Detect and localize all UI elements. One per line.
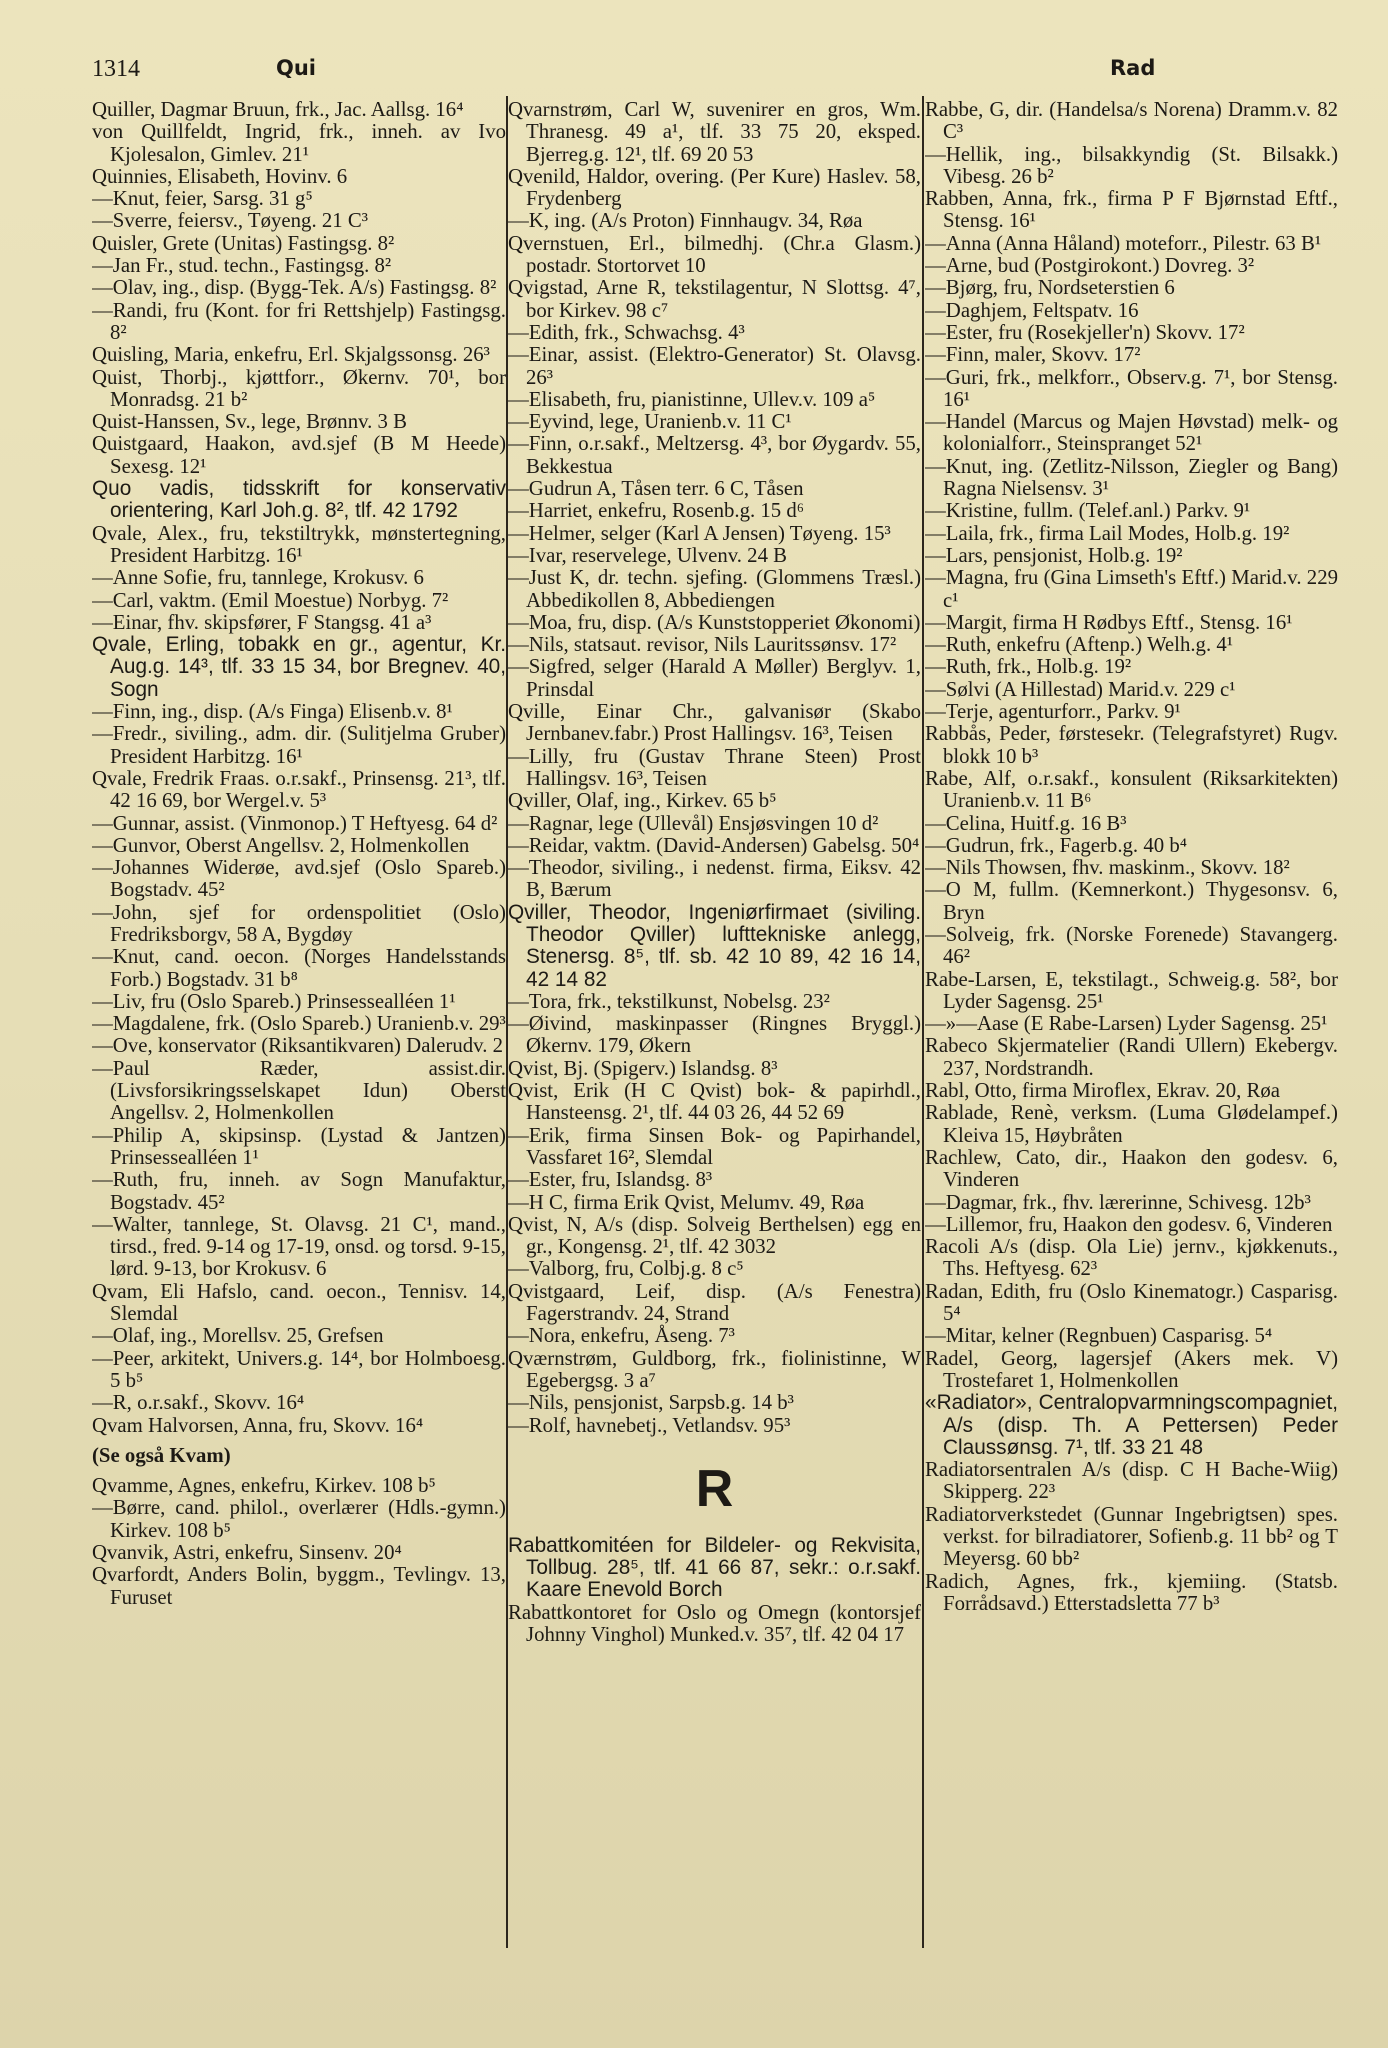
directory-entry: —Magna, fru (Gina Limseth's Eftf.) Marid.v. 229 c¹ (925, 566, 1338, 612)
directory-entry: —Lillemor, fru, Haakon den godesv. 6, Vinderen (925, 1212, 1333, 1236)
directory-entry: —Lilly, fru (Gustav Thrane Steen) Prost Hallingsv. 16³, Teisen (508, 744, 921, 790)
directory-entry: —Sigfred, selger (Harald A Møller) Berglyv. 1, Prinsdal (508, 655, 921, 701)
left-running-head: Qui (276, 56, 317, 80)
right-running-head: Rad (1110, 56, 1156, 80)
directory-entry: Qviller, Olaf, ing., Kirkev. 65 b⁵ (508, 789, 777, 813)
directory-entry: Qvale, Fredrik Fraas. o.r.sakf., Prinsensg. 21³, tlf. 42 16 69, bor Wergel.v. 5³ (92, 766, 506, 813)
directory-entry: Rabe-Larsen, E, tekstilagt., Schweig.g. 58², bor Lyder Sagensg. 25¹ (925, 967, 1338, 1013)
directory-entry: Radel, Georg, lagersjef (Akers mek. V) Trostefaret 1, Holmenkollen (925, 1346, 1338, 1392)
directory-entry: —Randi, fru (Kont. for fri Rettshjelp) Fastingsg. 8² (92, 298, 506, 344)
directory-entry: —Tora, frk., tekstilkunst, Nobelsg. 23² (508, 989, 830, 1013)
directory-entry: Racoli A/s (disp. Ola Lie) jernv., kjøkkenuts., Ths. Heftyesg. 62³ (925, 1235, 1338, 1281)
directory-entry: Qvarnstrøm, Carl W, suvenirer en gros, Wm. Thranesg. 49 a¹, tlf. 33 75 20, eksped. Bjerreg.g. 12¹, tlf. 69 20 53 (508, 99, 921, 166)
directory-entry: Rabbe, G, dir. (Handelsa/s Norena) Dramm.v. 82 C³ (925, 99, 1338, 144)
directory-entry: —Sølvi (A Hillestad) Marid.v. 229 c¹ (925, 677, 1236, 701)
directory-entry: Qvanvik, Astri, enkefru, Sinsenv. 20⁴ (92, 1541, 402, 1564)
directory-entry: —Theodor, siviling., i nedenst. firma, Eiksv. 42 B, Bærum (508, 856, 921, 902)
directory-entry: —Finn, o.r.sakf., Meltzersg. 4³, bor Øygardv. 55, Bekkestua (508, 432, 921, 478)
directory-entry: —Paul Ræder, assist.dir. (Livsforsikringsselskapet Idun) Oberst Angellsv. 2, Holmenkollen (92, 1056, 506, 1125)
directory-entry: Qvam, Eli Hafslo, cand. oecon., Tennisv. 14, Slemdal (92, 1279, 506, 1326)
directory-entry: —Olaf, ing., Morellsv. 25, Grefsen (92, 1324, 384, 1348)
column-rule-2 (922, 96, 924, 1948)
directory-entry: Rablade, Renè, verksm. (Luma Glødelampef.) Kleiva 15, Høybråten (925, 1101, 1338, 1147)
directory-entry: Quinnies, Elisabeth, Hovinv. 6 (92, 164, 348, 188)
directory-entry: —Ruth, frk., Holb.g. 19² (925, 655, 1132, 679)
directory-entry: —Helmer, selger (Karl A Jensen) Tøyeng. 15³ (508, 521, 891, 545)
directory-entry: —Mitar, kelner (Regnbuen) Casparisg. 5⁴ (925, 1324, 1273, 1348)
directory-entry: —Celina, Huitf.g. 16 B³ (925, 811, 1127, 835)
directory-entry: —Finn, maler, Skovv. 17² (925, 343, 1141, 367)
directory-entry: —Daghjem, Feltspatv. 16 (925, 298, 1139, 322)
directory-entry: —Gudrun A, Tåsen terr. 6 C, Tåsen (508, 477, 804, 501)
directory-entry: —Anne Sofie, fru, tannlege, Krokusv. 6 (92, 566, 424, 590)
column-3 (925, 99, 1338, 2029)
directory-entry: —Harriet, enkefru, Rosenb.g. 15 d⁶ (508, 499, 805, 523)
directory-entry: —Rolf, havnebetj., Vetlandsv. 95³ (508, 1413, 791, 1437)
directory-entry: —Knut, feier, Sarsg. 31 g⁵ (92, 187, 313, 211)
directory-entry: Radiatorverkstedet (Gunnar Ingebrigtsen) spes. verkst. for bilradiatorer, Sofienb.g. 11 bb² og T Meyersg. 60 bb² (925, 1502, 1338, 1571)
directory-entry: —Kristine, fullm. (Telef.anl.) Parkv. 9¹ (925, 499, 1251, 523)
directory-entry: —H C, firma Erik Qvist, Melumv. 49, Røa (508, 1190, 865, 1214)
directory-entry: —Ove, konservator (Riksantikvaren) Dalerudv. 2 (92, 1034, 504, 1058)
directory-entry-highlight: «Radiator», Centralopvarmningscompagniet, A/s (disp. Th. A Pettersen) Peder Claussønsg. 7¹, tlf. 33 21 48 (925, 1391, 1338, 1459)
directory-entry: —Fredr., siviling., adm. dir. (Sulitjelma Gruber) President Harbitzg. 16¹ (92, 722, 506, 768)
directory-entry: —Edith, frk., Schwachsg. 4³ (508, 320, 745, 344)
directory-entry: —Jan Fr., stud. techn., Fastingsg. 8² (92, 254, 392, 278)
directory-entry: —Terje, agenturforr., Parkv. 9¹ (925, 700, 1181, 724)
column-1 (92, 99, 506, 2029)
directory-entry: Rabben, Anna, frk., firma P F Bjørnstad Eftf., Stensg. 16¹ (925, 187, 1338, 233)
directory-entry: —Peer, arkitekt, Univers.g. 14⁴, bor Holmboesg. 5 b⁵ (92, 1346, 506, 1392)
directory-entry: Qvale, Alex., fru, tekstiltrykk, mønstertegning, President Harbitzg. 16¹ (92, 521, 506, 567)
directory-entry: Quist-Hanssen, Sv., lege, Brønnv. 3 B (92, 410, 408, 434)
directory-entry: Rabattkontoret for Oslo og Omegn (kontorsjef Johnny Vinghol) Munked.v. 35⁷, tlf. 42 04 17 (508, 1600, 921, 1646)
directory-entry: Qværnstrøm, Guldborg, frk., fiolinistinne, W Egebergsg. 3 a⁷ (508, 1346, 921, 1392)
directory-entry: Qville, Einar Chr., galvanisør (Skabo Jernbanev.fabr.) Prost Hallingsv. 16³, Teisen (508, 700, 921, 746)
directory-entry-highlight: Rabattkomitéen for Bildeler- og Rekvisita, Tollbug. 28⁵, tlf. 41 66 87, sekr.: o.r.sakf. Kaare Enevold Borch (508, 1533, 921, 1602)
directory-entry: Qvigstad, Arne R, tekstilagentur, N Slottsg. 4⁷, bor Kirkev. 98 c⁷ (508, 276, 921, 322)
page-number: 1314 (92, 56, 140, 82)
directory-entry: —Dagmar, frk., fhv. lærerinne, Schivesg. 12b³ (925, 1190, 1311, 1214)
directory-entry: —Ragnar, lege (Ullevål) Ensjøsvingen 10 d² (508, 811, 879, 835)
directory-entry: Qvarfordt, Anders Bolin, byggm., Tevlingv. 13, Furuset (92, 1563, 506, 1609)
directory-entry: —Ester, fru (Rosekjeller'n) Skovv. 17² (925, 320, 1245, 344)
directory-entry: —Lars, pensjonist, Holb.g. 19² (925, 543, 1183, 567)
directory-entry: von Quillfeldt, Ingrid, frk., inneh. av Ivo Kjolesalon, Gimlev. 21¹ (92, 120, 506, 166)
directory-entry: —Anna (Anna Håland) moteforr., Pilestr. 63 B¹ (925, 231, 1322, 255)
directory-entry: —Erik, firma Sinsen Bok- og Papirhandel, Vassfaret 16², Slemdal (508, 1123, 921, 1169)
directory-entry: —Sverre, feiersv., Tøyeng. 21 C³ (92, 209, 368, 233)
directory-entry: —Reidar, vaktm. (David-Andersen) Gabelsg. 50⁴ (508, 833, 920, 857)
directory-entry: —Gunnar, assist. (Vinmonop.) T Heftyesg. 64 d² (92, 811, 498, 835)
directory-entry: Qvernstuen, Erl., bilmedhj. (Chr.a Glasm.) postadr. Stortorvet 10 (508, 231, 921, 278)
directory-entry: —Nora, enkefru, Åseng. 7³ (508, 1324, 735, 1348)
directory-entry: —Philip A, skipsinsp. (Lystad & Jantzen) Prinsessealléen 1¹ (92, 1123, 506, 1169)
directory-entry: Qvam Halvorsen, Anna, fru, Skovv. 16⁴ (92, 1413, 424, 1437)
directory-entry: Qvist, Erik (H C Qvist) bok- & papirhdl., Hansteensg. 2¹, tlf. 44 03 26, 44 52 69 (508, 1079, 921, 1125)
directory-entry: —Ivar, reservelege, Ulvenv. 24 B (508, 543, 788, 567)
directory-entry: —Øivind, maskinpasser (Ringnes Bryggl.) Økernv. 179, Økern (508, 1012, 921, 1058)
directory-entry: —Ester, fru, Islandsg. 8³ (508, 1168, 713, 1192)
directory-entry: —Carl, vaktm. (Emil Moestue) Norbyg. 7² (92, 588, 449, 612)
directory-entry: —R, o.r.sakf., Skovv. 16⁴ (92, 1391, 305, 1415)
directory-entry: —Guri, frk., melkforr., Observ.g. 7¹, bor Stensg. 16¹ (925, 365, 1338, 411)
directory-entry: —Arne, bud (Postgirokont.) Dovreg. 3² (925, 254, 1255, 278)
directory-entry: —Elisabeth, fru, pianistinne, Ullev.v. 109 a⁵ (508, 387, 876, 411)
directory-entry: —Moa, fru, disp. (A/s Kunststopperiet Økonomi) (508, 610, 921, 634)
directory-entry: Quisler, Grete (Unitas) Fastingsg. 8² (92, 231, 395, 255)
directory-entry: —Valborg, fru, Colbj.g. 8 c⁵ (508, 1257, 744, 1281)
directory-entry-highlight: Qviller, Theodor, Ingeniørfirmaet (siviling. Theodor Qviller) lufttekniske anlegg, Stenersg. 8⁵, tlf. sb. 42 10 89, 42 16 14, 42 14 82 (508, 900, 921, 991)
directory-entry: —Bjørg, fru, Nordseterstien 6 (925, 276, 1175, 300)
directory-entry: —Johannes Widerøe, avd.sjef (Oslo Spareb.) Bogstadv. 45² (92, 856, 506, 902)
directory-entry: —Børre, cand. philol., overlærer (Hdls.-gymn.) Kirkev. 108 b⁵ (92, 1496, 506, 1542)
section-letter: R (695, 1459, 734, 1518)
directory-entry: Radich, Agnes, frk., kjemiing. (Statsb. Forrådsavd.) Etterstadsletta 77 b³ (925, 1569, 1338, 1615)
directory-entry: Radiatorsentralen A/s (disp. C H Bache-Wiig) Skipperg. 22³ (925, 1458, 1338, 1504)
directory-entry: Quistgaard, Haakon, avd.sjef (B M Heede) Sexesg. 12¹ (92, 432, 506, 478)
directory-entry-highlight: Qvale, Erling, tobakk en gr., agentur, Kr. Aug.g. 14³, tlf. 33 15 34, bor Bregnev. 40, Sogn (92, 633, 506, 701)
directory-entry: Rachlew, Cato, dir., Haakon den godesv. 6, Vinderen (925, 1145, 1338, 1192)
directory-entry: Rabl, Otto, firma Miroflex, Ekrav. 20, Røa (925, 1079, 1281, 1103)
directory-entry: —K, ing. (A/s Proton) Finnhaugv. 34, Røa (508, 209, 863, 233)
directory-entry: Quisling, Maria, enkefru, Erl. Skjalgssonsg. 26³ (92, 343, 490, 367)
directory-entry: —John, sjef for ordenspolitiet (Oslo) Fredriksborgv, 58 A, Bygdøy (92, 900, 506, 946)
directory-entry: Rabe, Alf, o.r.sakf., konsulent (Riksarkitekten) Uranienb.v. 11 B⁶ (925, 766, 1338, 813)
directory-entry: —Magdalene, frk. (Oslo Spareb.) Uranienb.v. 29³ (92, 1012, 506, 1036)
directory-entry: —Knut, cand. oecon. (Norges Handelsstands Forb.) Bogstadv. 31 b⁸ (92, 945, 506, 991)
directory-entry: Qvistgaard, Leif, disp. (A/s Fenestra) Fagerstrandv. 24, Strand (508, 1279, 921, 1326)
directory-entry: Qvamme, Agnes, enkefru, Kirkev. 108 b⁵ (92, 1474, 436, 1498)
directory-entry: —Hellik, ing., bilsakkyndig (St. Bilsakk.) Vibesg. 26 b² (925, 142, 1338, 188)
directory-entry: —Ruth, enkefru (Aftenp.) Welh.g. 4¹ (925, 633, 1233, 657)
directory-entry: —Walter, tannlege, St. Olavsg. 21 C¹, mand., tirsd., fred. 9-14 og 17-19, onsd. og torsd. 9-15, lørd. 9-13, bor Krokusv. 6 (92, 1212, 506, 1281)
directory-entry: —Liv, fru (Oslo Spareb.) Prinsessealléen 1¹ (92, 989, 456, 1013)
directory-entry: —Margit, firma H Rødbys Eftf., Stensg. 16¹ (925, 610, 1293, 634)
directory-entry-highlight: Quo vadis, tidsskrift for konservativ orientering, Karl Joh.g. 8², tlf. 42 1792 (92, 477, 506, 523)
directory-entry: —Einar, fhv. skipsfører, F Stangsg. 41 a³ (92, 610, 432, 634)
directory-entry: Rabbås, Peder, førstesekr. (Telegrafstyret) Rugv. blokk 10 b³ (925, 722, 1338, 768)
directory-entry: Qvist, N, A/s (disp. Solveig Berthelsen) egg en gr., Kongensg. 2¹, tlf. 42 3032 (508, 1212, 921, 1259)
directory-entry: —Nils Thowsen, fhv. maskinm., Skovv. 18² (925, 856, 1290, 880)
directory-entry: —Gunvor, Oberst Angellsv. 2, Holmenkollen (92, 833, 470, 857)
directory-entry: —Nils, pensjonist, Sarpsb.g. 14 b³ (508, 1391, 794, 1415)
directory-entry: —Solveig, frk. (Norske Forenede) Stavangerg. 46² (925, 922, 1338, 969)
directory-entry: —Handel (Marcus og Majen Høvstad) melk- og kolonialforr., Steinspranget 52¹ (925, 410, 1338, 456)
directory-entry: —Finn, ing., disp. (A/s Finga) Elisenb.v. 8¹ (92, 700, 453, 724)
directory-entry: Quist, Thorbj., kjøttforr., Økernv. 70¹, bor Monradsg. 21 b² (92, 365, 506, 411)
directory-entry: —O M, fullm. (Kemnerkont.) Thygesonsv. 6, Bryn (925, 878, 1338, 924)
column-2 (508, 99, 921, 2029)
directory-entry: —Laila, frk., firma Lail Modes, Holb.g. 19² (925, 521, 1290, 545)
see-also-note: (Se også Kvam) (92, 1443, 231, 1467)
directory-entry: —Einar, assist. (Elektro-Generator) St. Olavsg. 26³ (508, 343, 921, 389)
directory-entry: —Ruth, fru, inneh. av Sogn Manufaktur, Bogstadv. 45² (92, 1168, 506, 1214)
directory-entry: —Nils, statsaut. revisor, Nils Lauritssønsv. 17² (508, 633, 897, 657)
directory-entry: —Knut, ing. (Zetlitz-Nilsson, Ziegler og Bang) Ragna Nielsensv. 3¹ (925, 454, 1338, 501)
directory-entry: Radan, Edith, fru (Oslo Kinematogr.) Casparisg. 5⁴ (925, 1279, 1338, 1326)
directory-entry: —Olav, ing., disp. (Bygg-Tek. A/s) Fastingsg. 8² (92, 276, 497, 300)
directory-entry: —Eyvind, lege, Uranienb.v. 11 C¹ (508, 410, 792, 434)
directory-entry: —Gudrun, frk., Fagerb.g. 40 b⁴ (925, 833, 1187, 857)
directory-entry: Qvenild, Haldor, overing. (Per Kure) Haslev. 58, Frydenberg (508, 164, 921, 211)
directory-entry: Rabeco Skjermatelier (Randi Ullern) Ekebergv. 237, Nordstrandh. (925, 1034, 1338, 1080)
directory-entry: Quiller, Dagmar Bruun, frk., Jac. Aallsg. 16⁴ (92, 99, 464, 121)
directory-entry: Qvist, Bj. (Spigerv.) Islandsg. 8³ (508, 1056, 778, 1080)
directory-entry: —»—Aase (E Rabe-Larsen) Lyder Sagensg. 25¹ (925, 1012, 1328, 1036)
directory-entry: —Just K, dr. techn. sjefing. (Glommens Træsl.) Abbedikollen 8, Abbediengen (508, 566, 921, 612)
